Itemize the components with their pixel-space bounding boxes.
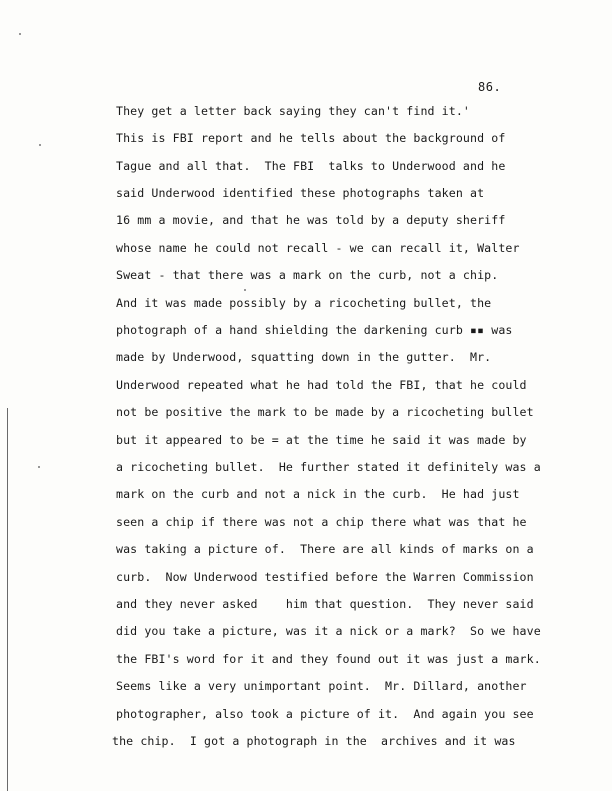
scan-speck <box>38 466 40 468</box>
text-line: said Underwood identified these photographs taken at <box>116 186 485 200</box>
text-line: the FBI's word for it and they found out it was just a mark. <box>116 652 541 666</box>
text-line: made by Underwood, squatting down in the gutter. Mr. <box>116 350 492 364</box>
text-line: mark on the curb and not a nick in the curb. He had just <box>116 487 520 501</box>
text-line: Seems like a very unimportant point. Mr. Dillard, another <box>116 679 527 693</box>
text-line: not be positive the mark to be made by a ricocheting bullet <box>116 405 534 419</box>
text-line: was taking a picture of. There are all kinds of marks on a <box>116 542 534 556</box>
text-line: They get a letter back saying they can't find it.' <box>116 104 471 118</box>
text-line: but it appeared to be = at the time he said it was made by <box>116 433 527 447</box>
text-line: photographer, also took a picture of it. And again you see <box>116 707 534 721</box>
text-line: Underwood repeated what he had told the FBI, that he could <box>116 378 527 392</box>
page-number: 86. <box>478 80 502 94</box>
text-line: Sweat - that there was a mark on the curb, not a chip. <box>116 268 499 282</box>
scan-speck <box>244 289 246 291</box>
text-line: did you take a picture, was it a nick or a mark? So we have <box>116 624 541 638</box>
text-line: This is FBI report and he tells about the background of <box>116 131 506 145</box>
text-line: whose name he could not recall - we can recall it, Walter <box>116 241 520 255</box>
text-line: and they never asked him that question. They never said <box>116 597 534 611</box>
scan-speck <box>19 33 21 35</box>
text-line: seen a chip if there was not a chip there what was that he <box>116 515 527 529</box>
text-line: the chip. I got a photograph in the archives and it was <box>112 734 516 748</box>
text-line: curb. Now Underwood testified before the Warren Commission <box>116 570 534 584</box>
text-line: a ricocheting bullet. He further stated it definitely was a <box>116 460 541 474</box>
text-line: Tague and all that. The FBI talks to Underwood and he <box>116 159 506 173</box>
scan-speck <box>39 144 41 146</box>
text-line: photograph of a hand shielding the darkening curb ▪▪ was <box>116 323 513 337</box>
text-line: 16 mm a movie, and that he was told by a deputy sheriff <box>116 213 506 227</box>
scan-margin-line <box>7 408 8 791</box>
text-line: And it was made possibly by a ricocheting bullet, the <box>116 296 492 310</box>
